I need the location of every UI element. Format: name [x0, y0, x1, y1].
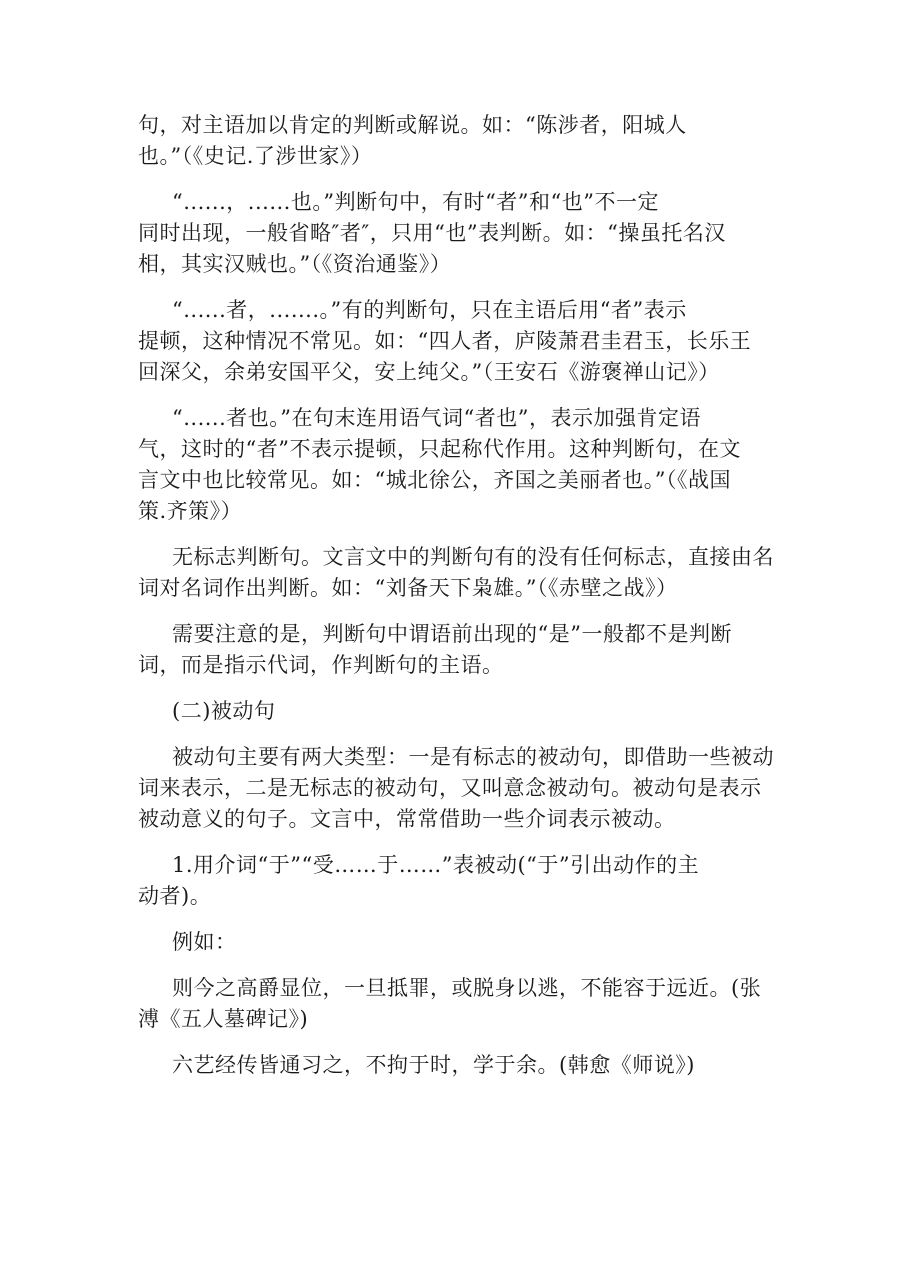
- text-line: 相，其实汉贼也。”（《资治通鉴》）: [138, 252, 452, 276]
- text-line: “......，......也。”判断句中，有时“者”和“也”不一定: [172, 190, 660, 214]
- paragraph-4: [138, 403, 778, 527]
- text-line: 需要注意的是，判断句中谓语前出现的“是”一般都不是判断: [172, 622, 732, 646]
- text-line: 词来表示，二是无标志的被动句，又叫意念被动句。被动句是表示: [138, 776, 762, 800]
- paragraph-12: [138, 1050, 778, 1081]
- text-line: 回深父，余弟安国平父，安上纯父。”（王安石《游褒禅山记》）: [138, 360, 720, 384]
- text-line: 被动意义的句子。文言中，常常借助一些介词表示被动。: [138, 807, 676, 831]
- text-line: 1.用介词“于”“受……于……”表被动(“于”引出动作的主: [172, 853, 700, 877]
- text-line: 例如：: [172, 930, 237, 954]
- paragraph-8: [138, 742, 778, 835]
- paragraph-11: [138, 973, 778, 1035]
- text-line: 被动句主要有两大类型：一是有标志的被动句，即借助一些被动: [172, 745, 774, 769]
- text-line: 句，对主语加以肯定的判断或解说。如：“陈涉者，阳城人: [138, 113, 687, 137]
- paragraph-2: [138, 187, 778, 280]
- text-line: 则今之高爵显位，一旦抵罪，或脱身以逃，不能容于远近。(张: [172, 976, 762, 1000]
- text-line: 策.齐策》）: [138, 499, 243, 523]
- text-line: “......者也。”在句末连用语气词“者也”，表示加强肯定语: [172, 406, 701, 430]
- text-line: 六艺经传皆通习之，不拘于时，学于余。(韩愈《师说》): [172, 1053, 695, 1077]
- paragraph-1: [138, 110, 778, 172]
- section-heading-passive: [138, 696, 778, 727]
- text-line: 无标志判断句。文言文中的判断句有的没有任何标志，直接由名: [172, 545, 774, 569]
- text-line: (二)被动句: [172, 699, 276, 723]
- paragraph-5: [138, 542, 778, 604]
- text-line: 言文中也比较常见。如：“城北徐公，齐国之美丽者也。”（《战国: [138, 468, 731, 492]
- document-body: [138, 110, 778, 1096]
- text-line: 词对名词作出判断。如：“刘备天下枭雄。”（《赤壁之战》）: [138, 576, 678, 600]
- paragraph-3: [138, 295, 778, 388]
- text-line: 同时出现，一般省略″者″，只用“也”表判断。如：“操虽托名汉: [138, 221, 726, 245]
- paragraph-6: [138, 619, 778, 681]
- text-line: 也。”（《史记.了涉世家》）: [138, 144, 373, 168]
- paragraph-9: [138, 850, 778, 912]
- text-line: 动者)。: [138, 884, 212, 908]
- paragraph-10: [138, 927, 778, 958]
- text-line: 气，这时的“者”不表示提顿，只起称代作用。这种判断句，在文: [138, 437, 741, 461]
- text-line: 提顿，这种情况不常见。如：“四人者，庐陵萧君圭君玉，长乐王: [138, 329, 752, 353]
- text-line: 溥《五人墓碑记》): [138, 1007, 309, 1031]
- text-line: 词，而是指示代词，作判断句的主语。: [138, 653, 504, 677]
- text-line: “......者，.......。”有的判断句，只在主语后用“者”表示: [172, 298, 687, 322]
